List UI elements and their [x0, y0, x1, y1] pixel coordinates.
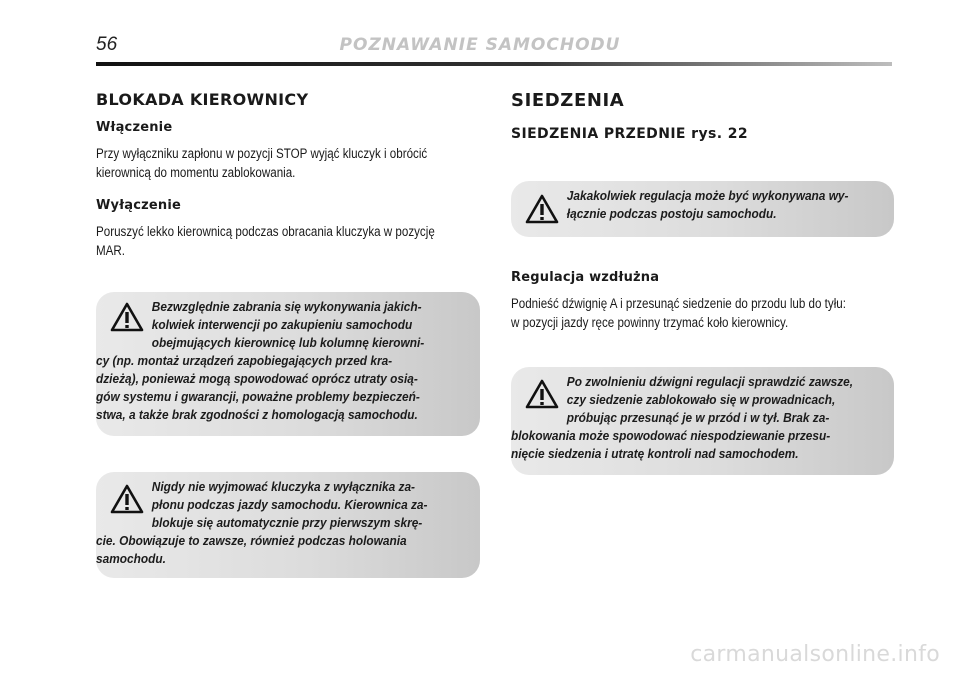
warning-line: blokowania może spowodować niespodziewanie przesu- [511, 428, 831, 443]
header-rule [96, 62, 892, 66]
page-number: 56 [96, 34, 118, 55]
warning-line: czy siedzenie zablokowało się w prowadnicach, [566, 392, 836, 407]
engage-text-line: kierownicą do momentu zablokowania. [96, 165, 296, 180]
section-title: POZNAWANIE SAMOCHODU [339, 35, 621, 55]
longitudinal-adjustment-subheading: Regulacja wzdłużna [511, 270, 660, 285]
adjustment-text-line: Podnieść dźwignię A i przesunąć siedzenie do przodu lub do tyłu: [511, 296, 846, 311]
warning-line: próbując przesunąć je w przód i w tył. Brak za- [566, 410, 830, 425]
disengage-subheading: Wyłączenie [96, 198, 182, 213]
disengage-paragraph [96, 222, 480, 260]
warning-line: dzieżą), ponieważ mogą spowodować oprócz utraty osią- [96, 371, 418, 386]
engage-subheading: Włączenie [96, 120, 173, 135]
warning-box-key-removal [96, 472, 480, 578]
front-seats-subheading: SIEDZENIA PRZEDNIE rys. 22 [511, 126, 749, 142]
warning-line: Po zwolnieniu dźwigni regulacji sprawdzić zawsze, [566, 374, 854, 389]
steering-lock-heading: BLOKADA KIEROWNICY [96, 90, 309, 109]
warning-line: Jakakolwiek regulacja może być wykonywana wy- [566, 188, 849, 203]
adjustment-text-line: w pozycji jazdy ręce powinny trzymać koło kierownicy. [511, 315, 789, 330]
right-column [511, 90, 894, 142]
warning-line: cy (np. montaż urządzeń zapobiegających przed kra- [96, 353, 393, 368]
warning-line: Bezwzględnie zabrania się wykonywania jakich- [151, 299, 422, 314]
engage-text-line: Przy wyłączniku zapłonu w pozycji STOP wyjąć kluczyk i obrócić [96, 146, 428, 161]
longitudinal-adjustment-section [511, 270, 894, 332]
warning-line: nięcie siedzenia i utratę kontroli nad samochodem. [511, 446, 799, 461]
disengage-text-line: MAR. [96, 243, 126, 258]
engage-paragraph [96, 144, 480, 182]
warning-box-adjust-stationary [511, 181, 894, 237]
warning-line: łącznie podczas postoju samochodu. [566, 206, 777, 221]
seats-heading: SIEDZENIA [511, 90, 625, 111]
left-column [96, 90, 480, 260]
warning-line: Nigdy nie wyjmować kluczyka z wyłącznika za- [151, 479, 415, 494]
disengage-text-line: Poruszyć lekko kierownicą podczas obracania kluczyka w pozycję [96, 224, 435, 239]
warning-line: stwa, a także brak zgodności z homologacją samochodu. [96, 407, 418, 422]
watermark: carmanualsonline.info [690, 642, 940, 667]
warning-text-key-removal [96, 478, 465, 568]
warning-box-tampering [96, 292, 480, 436]
warning-line: samochodu. [96, 551, 166, 566]
longitudinal-adjustment-paragraph [511, 294, 894, 332]
warning-text-adjust-stationary [511, 187, 880, 223]
warning-line: blokuje się automatycznie przy pierwszym skrę- [151, 515, 423, 530]
warning-line: obejmujących kierownicę lub kolumnę kierowni- [151, 335, 425, 350]
warning-box-seat-lock-check [511, 367, 894, 475]
warning-line: płonu podczas jazdy samochodu. Kierownica za- [151, 497, 428, 512]
warning-line: gów systemu i gwarancji, poważne problemy bezpieczeń- [96, 389, 420, 404]
warning-text-seat-lock-check [511, 373, 880, 463]
warning-text-tampering [96, 298, 465, 424]
warning-line: cie. Obowiązuje to zawsze, również podczas holowania [96, 533, 407, 548]
warning-line: kolwiek interwencji po zakupieniu samochodu [151, 317, 413, 332]
